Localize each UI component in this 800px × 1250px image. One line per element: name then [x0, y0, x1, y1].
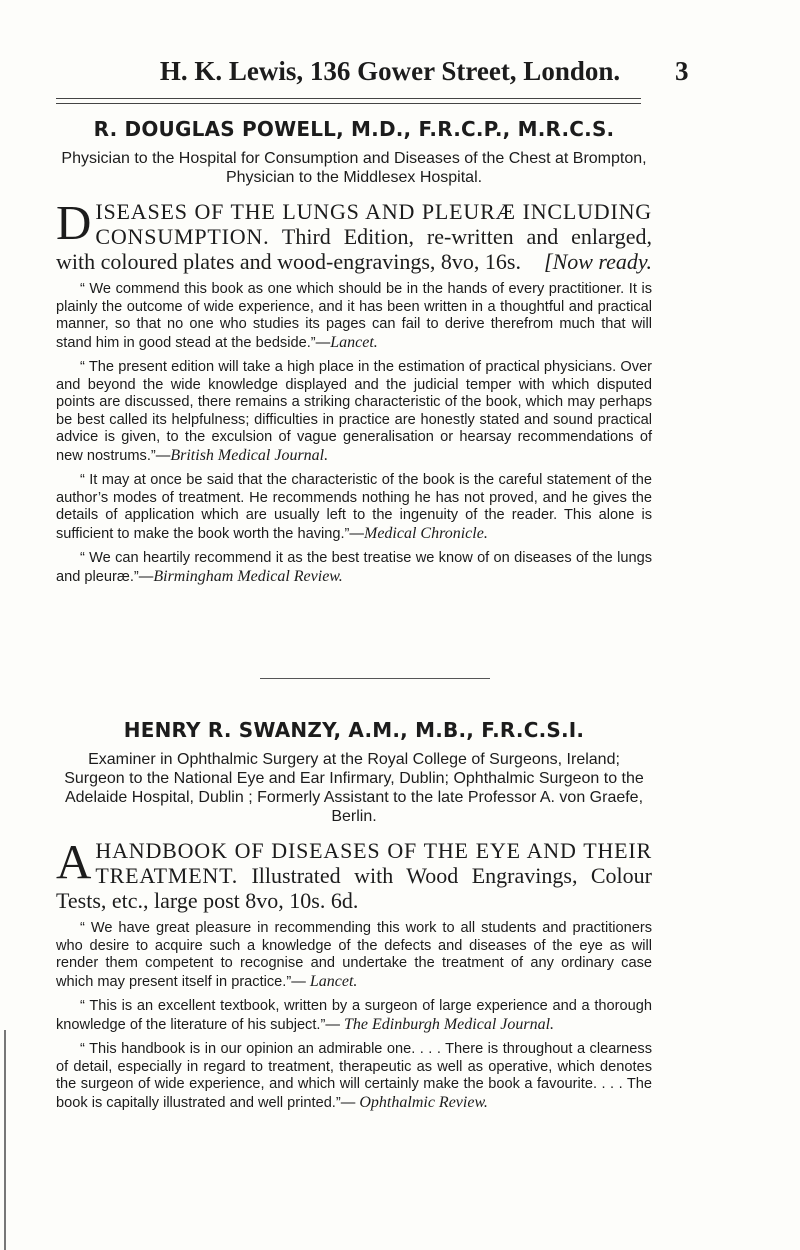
- review-quote: “ This is an excellent textbook, written by a surgeon of large experience and a thorough knowledge of the literature of his subject.”— The Edinburgh Medical Journal.: [56, 998, 652, 1033]
- review-quote: “ This handbook is in our opinion an admirable one. . . . There is throughout a clearness of detail, especially in regard to treatment, therapeutic as well as operative, which denotes the surgeon of wide experience, and which will certainly make the book a favourite. . . . The book is capitally illustrated and well printed.”— Ophthalmic Review.: [56, 1041, 652, 1111]
- author-name: R. DOUGLAS POWELL, M.D., F.R.C.P., M.R.C.S.: [93, 117, 615, 141]
- review-quote: “ We have great pleasure in recommending this work to all students and practitioners who desire to acquire such a knowledge of the defects and diseases of the eye as will render them competent to recognise and undertake the treatment of any ordinary case which may present itself in practice.”— Lancet.: [56, 920, 652, 990]
- review-source: The Edinburgh Medical Journal.: [343, 1015, 555, 1033]
- section-divider: [260, 678, 490, 679]
- header-rule: [56, 98, 641, 99]
- entry-swanzy: [56, 718, 652, 1112]
- book-title: [56, 195, 653, 274]
- review-source: Birmingham Medical Review.: [153, 567, 343, 585]
- availability-status: [Now ready.: [544, 249, 652, 274]
- entry-powell: [56, 117, 652, 586]
- page-edge-mark: [4, 1030, 6, 1250]
- publisher-heading: H. K. Lewis, 136 Gower Street, London.: [159, 56, 621, 86]
- book-title-caps: ISEASES OF THE LUNGS AND PLEURÆ INCLUDING CONSUMPTION.: [95, 199, 652, 249]
- book-title-caps: HANDBOOK OF DISEASES OF THE EYE AND THEIR TREATMENT.: [95, 838, 652, 888]
- review-quote: “ It may at once be said that the characteristic of the book is the careful statement of the author’s modes of treatment. He recommends nothing he has not proved, and he gives the details of application which are usually left to the ingenuity of the reader. This alone is sufficient to make the book worth the having.”—Medical Chronicle.: [56, 472, 652, 542]
- book-title: [56, 834, 652, 913]
- book-edition-details: Illustrated with Wood Engravings, Colour Tests, etc., large post 8vo, 10s. 6d.: [56, 863, 652, 913]
- review-quote: “ The present edition will take a high place in the estimation of practical physicians. Over and beyond the wide knowledge displayed and the judicial temper with which disputed points are discussed, there remains a striking characteristic of the book, which may perhaps be best called its helpfulness; difficulties in practice are honestly stated and sound practical advice is given, to the exculsion of vague generalisation or hearsay recommendations of new nostrums.”—British Medical Journal.: [56, 359, 652, 464]
- review-source: British Medical Journal.: [170, 446, 329, 464]
- review-source: Medical Chronicle.: [364, 524, 488, 542]
- review-source: Lancet.: [330, 333, 378, 351]
- review-quote: “ We can heartily recommend it as the best treatise we know of on diseases of the lungs and pleuræ.”—Birmingham Medical Review.: [56, 550, 652, 585]
- page-number: 3: [675, 56, 689, 86]
- drop-cap: D: [56, 195, 92, 250]
- header-rule-thin: [56, 103, 641, 104]
- author-affiliation: Physician to the Hospital for Consumption and Diseases of the Chest at Brompton, Physician to the Middlesex Hospital.: [61, 150, 647, 186]
- author-name: HENRY R. SWANZY, A.M., M.B., F.R.C.S.I.: [123, 718, 585, 742]
- book-edition-details: Third Edition, re-written and enlarged, with coloured plates and wood-engravings, 8vo, 16s.: [56, 224, 653, 274]
- author-affiliation: Examiner in Ophthalmic Surgery at the Royal College of Surgeons, Ireland; Surgeon to the National Eye and Ear Infirmary, Dublin; Ophthalmic Surgeon to the Adelaide Hospital, Dublin ; Formerly Assistant to the late Professor A. von Graefe, Berlin.: [64, 751, 644, 825]
- review-quote: “ We commend this book as one which should be in the hands of every practitioner. It is plainly the outcome of wide experience, and it has been written in a thoughtful and practical manner, so that no one who studies its pages can fail to derive therefrom much that will stand him in good stead at the bedside.”—Lancet.: [56, 281, 652, 351]
- drop-cap: A: [56, 834, 92, 889]
- review-source: Lancet.: [309, 972, 358, 990]
- review-source: Ophthalmic Review.: [359, 1093, 488, 1111]
